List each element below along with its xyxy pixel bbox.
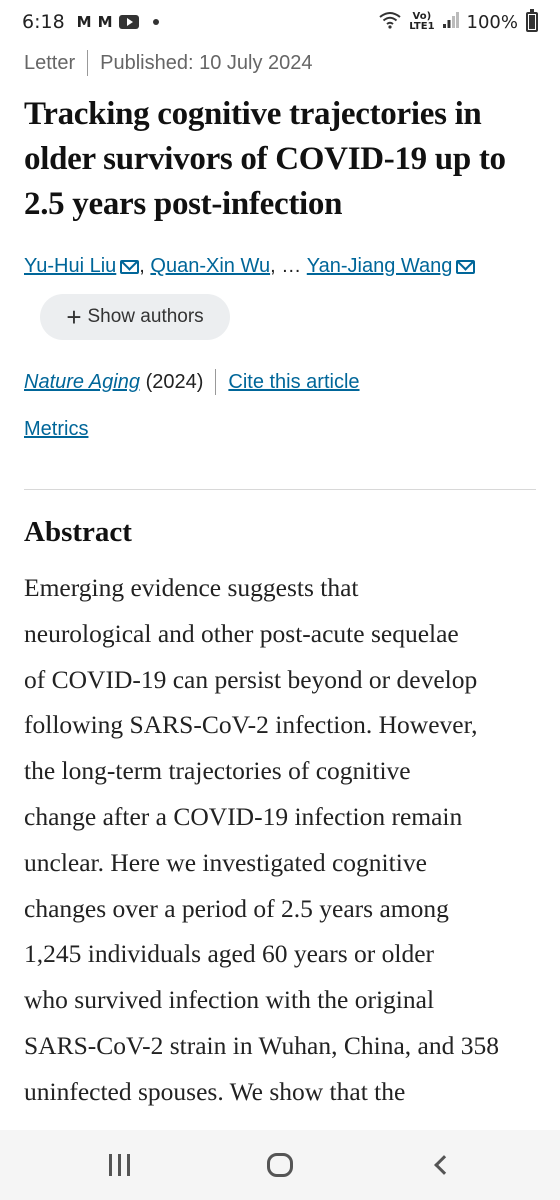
back-button[interactable] [434,1155,454,1175]
navigation-bar [0,1130,560,1200]
journal-line [24,362,536,402]
gmail-icon: M [97,13,113,31]
wifi-icon [379,11,401,34]
article-title: Tracking cognitive trajectories in older survivors of COVID-19 up to 2.5 years post-infection [24,96,506,222]
published-date: Published: 10 July 2024 [100,51,313,74]
gmail-icon: M [76,13,92,31]
article-meta [24,44,536,82]
abstract-line: uninfected spouses. We show that the [24,1076,406,1106]
abstract-line: 1,245 individuals aged 60 years or older [24,939,435,969]
recent-apps-button[interactable] [109,1154,130,1176]
abstract-line: of COVID-19 can persist beyond or develop [24,664,478,694]
signal-icon [443,12,459,33]
status-bar [0,0,560,44]
abstract-line: Emerging evidence suggests that [24,573,359,602]
status-time: 6:18 [22,11,65,33]
abstract-line: the long-term trajectories of cognitive [24,756,411,786]
youtube-icon [119,15,139,29]
status-right [379,11,538,34]
journal-divider [215,369,216,395]
volte-label: Vo) [412,11,432,22]
abstract-heading: Abstract [24,516,132,548]
recents-bar [127,1154,130,1176]
metrics-link[interactable]: Metrics [24,418,89,440]
network-label [409,12,434,32]
abstract-line: who survived infection with the original [24,985,435,1015]
author-link[interactable]: Yan-Jiang Wang [306,255,453,277]
author-link[interactable]: Yu-Hui Liu [24,255,117,277]
notification-dot-icon [153,19,159,25]
plus-icon: + [66,302,82,332]
author-ellipsis: , … [270,255,302,277]
battery-percentage: 100% [466,11,518,33]
abstract-text [24,565,536,1115]
battery-icon [526,12,538,32]
lte-label: LTE1 [409,21,435,32]
article-type: Letter [24,51,76,74]
author-link[interactable]: Quan-Xin Wu [150,255,271,277]
article-content [24,44,536,1115]
recents-bar [109,1154,112,1176]
abstract-section [24,489,536,1115]
journal-link[interactable]: Nature Aging [24,370,140,393]
email-icon[interactable] [456,260,475,274]
recents-bar [118,1154,121,1176]
email-icon[interactable] [120,260,139,274]
abstract-line: following SARS-CoV-2 infection. However, [24,710,478,740]
abstract-line: change after a COVID-19 infection remain [24,801,463,831]
abstract-line: unclear. Here we investigated cognitive [24,847,427,877]
meta-divider [87,50,88,76]
show-authors-button[interactable] [40,294,230,340]
show-authors-label: Show authors [87,306,204,327]
home-button[interactable] [267,1153,293,1177]
abstract-line: neurological and other post-acute sequelae [24,618,459,648]
status-left [22,11,159,33]
publication-year: (2024) [145,370,204,393]
author-separator: , [139,255,145,277]
abstract-line: changes over a period of 2.5 years among [24,893,449,923]
author-list [24,255,536,278]
cite-article-link[interactable]: Cite this article [228,370,360,393]
abstract-line: SARS-CoV-2 strain in Wuhan, China, and 358 [24,1030,499,1060]
